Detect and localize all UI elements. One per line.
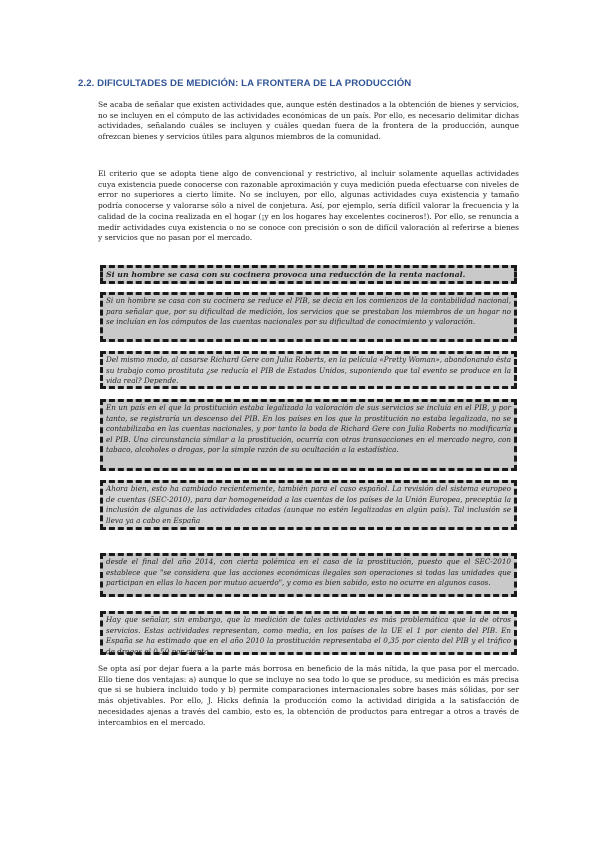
box-sec2010: [100, 480, 517, 530]
box-medicion: [100, 611, 517, 655]
box-headline-text: Si un hombre se casa con su cocinera provoca una reducción de la renta nacional.: [106, 270, 466, 279]
paragraph-intro: Se acaba de señalar que existen actividades que, aunque estén destinados a la obtención de bienes y servicios, no se incluyen en el cómputo de las actividades económicas de un país. Por ello, es necesario delimitar dichas actividades, señalando cuáles se incluyen y cuáles quedan fuera de la frontera de la producción, aunque ofrezcan bienes y servicios útiles para algunos miembros de la comunidad.: [98, 100, 519, 142]
box-prostitucion-text: En un país en el que la prostitución estaba legalizada la valoración de sus servicios se incluía en el PIB, y por tanto, se registraría un descenso del PIB. En los países en los que la prostitución no estaba legalizada, no se contabilizaba en las cuentas nacionales, y por tanto la boda de Richard Gere con Julia Roberts no modificaría el PIB. Una circunstancia similar a la prostitución, ocurría con otras transacciones en el mercado negro, con tabaco, alcoholes o drogas, por la simple razón de su ocultación a la estadística.: [106, 403, 511, 455]
box-contabilidad-text: Si un hombre se casa con su cocinera se reduce el PIB, se decía en los comienzos de la contabilidad nacional, para señalar que, por su dificultad de medición, los servicios que se prestaban los miembros de un hogar no se incluían en los cómputos de las cuentas nacionales por su dificultad de conocimiento y valoración.: [106, 296, 511, 327]
box-headline: [100, 265, 517, 284]
paragraph-criterion: El criterio que se adopta tiene algo de convencional y restrictivo, al incluir solamente aquellas actividades cuya existencia puede conocerse con razonable aproximación y cuya medición pueda efectuarse con niveles de error no superiores a cierto límite. No se incluyen, por ello, algunas actividades cuya existencia y tamaño podría conocerse y valorarse sólo a nivel de conjetura. Así, por ejemplo, sería difícil valorar la frecuencia y la calidad de la cocina realizada en el hogar (¡y en los hogares hay excelentes cocineros!). Por ello, se renuncia a medir actividades cuya existencia o no se conoce con precisión o son de difícil valoración al referirse a bienes y servicios que no pasan por el mercado.: [98, 169, 519, 243]
box-pretty-woman-text: Del mismo modo, al casarse Richard Gere con Julia Roberts, en la película «Pretty Woman», abandonando ésta su trabajo como prostituta ¿se reducía el PIB de Estados Unidos, suponiendo que tal evento se produce en la vida real? Depende.: [106, 355, 511, 386]
box-polemica-text: desde el final del año 2014, con cierta polémica en el caso de la prostitución, puesto que el SEC-2010 establece que "se considera que las acciones económicas ilegales son operaciones si todas las unidades que participan en ellas lo hacen por mutuo acuerdo", y como es bien sabido, esto no ocurre en algunos casos.: [106, 557, 511, 588]
box-pretty-woman: [100, 351, 517, 389]
box-sec2010-text: Ahora bien, esto ha cambiado recientemente, también para el caso español. La revisión del sistema europeo de cuentas (SEC-2010), para dar homogeneidad a las cuentas de los países de la Unión Europea, preceptúa la inclusión de algunas de las actividades citadas (aunque no estén legalizadas en algún país). Tal inclusión se lleva ya a cabo en España: [106, 484, 511, 525]
section-title: 2.2. DIFICULTADES DE MEDICIÓN: LA FRONTERA DE LA PRODUCCIÓN: [78, 78, 412, 89]
box-polemica: [100, 553, 517, 597]
box-medicion-text: Hay que señalar, sin embargo, que la medición de tales actividades es más problemática que la de otros servicios. Estas actividades representan, como media, en los países de la UE el 1 por ciento del PIB. En España se ha estimado que en el año 2010 la prostitución representaba el 0,35 por ciento del PIB y el tráfico de drogas el 0,50 por ciento.: [106, 615, 511, 656]
paragraph-conclusion: Se opta así por dejar fuera a la parte más borrosa en beneficio de la más nítida, la que pasa por el mercado. Ello tiene dos ventajas: a) aunque lo que se incluye no sea todo lo que se produce, su medición es más precisa que si se hubiera incluido todo y b) permite comparaciones internacionales sobre bases más sólidas, por ser más objetivables. Por ello, J. Hicks definía la producción como la actividad dirigida a la satisfacción de necesidades ajenas a través del cambio, esto es, la obtención de productos para entregar a otros a través de intercambios en el mercado.: [98, 664, 519, 727]
box-contabilidad: [100, 292, 517, 342]
box-prostitucion: [100, 399, 517, 471]
